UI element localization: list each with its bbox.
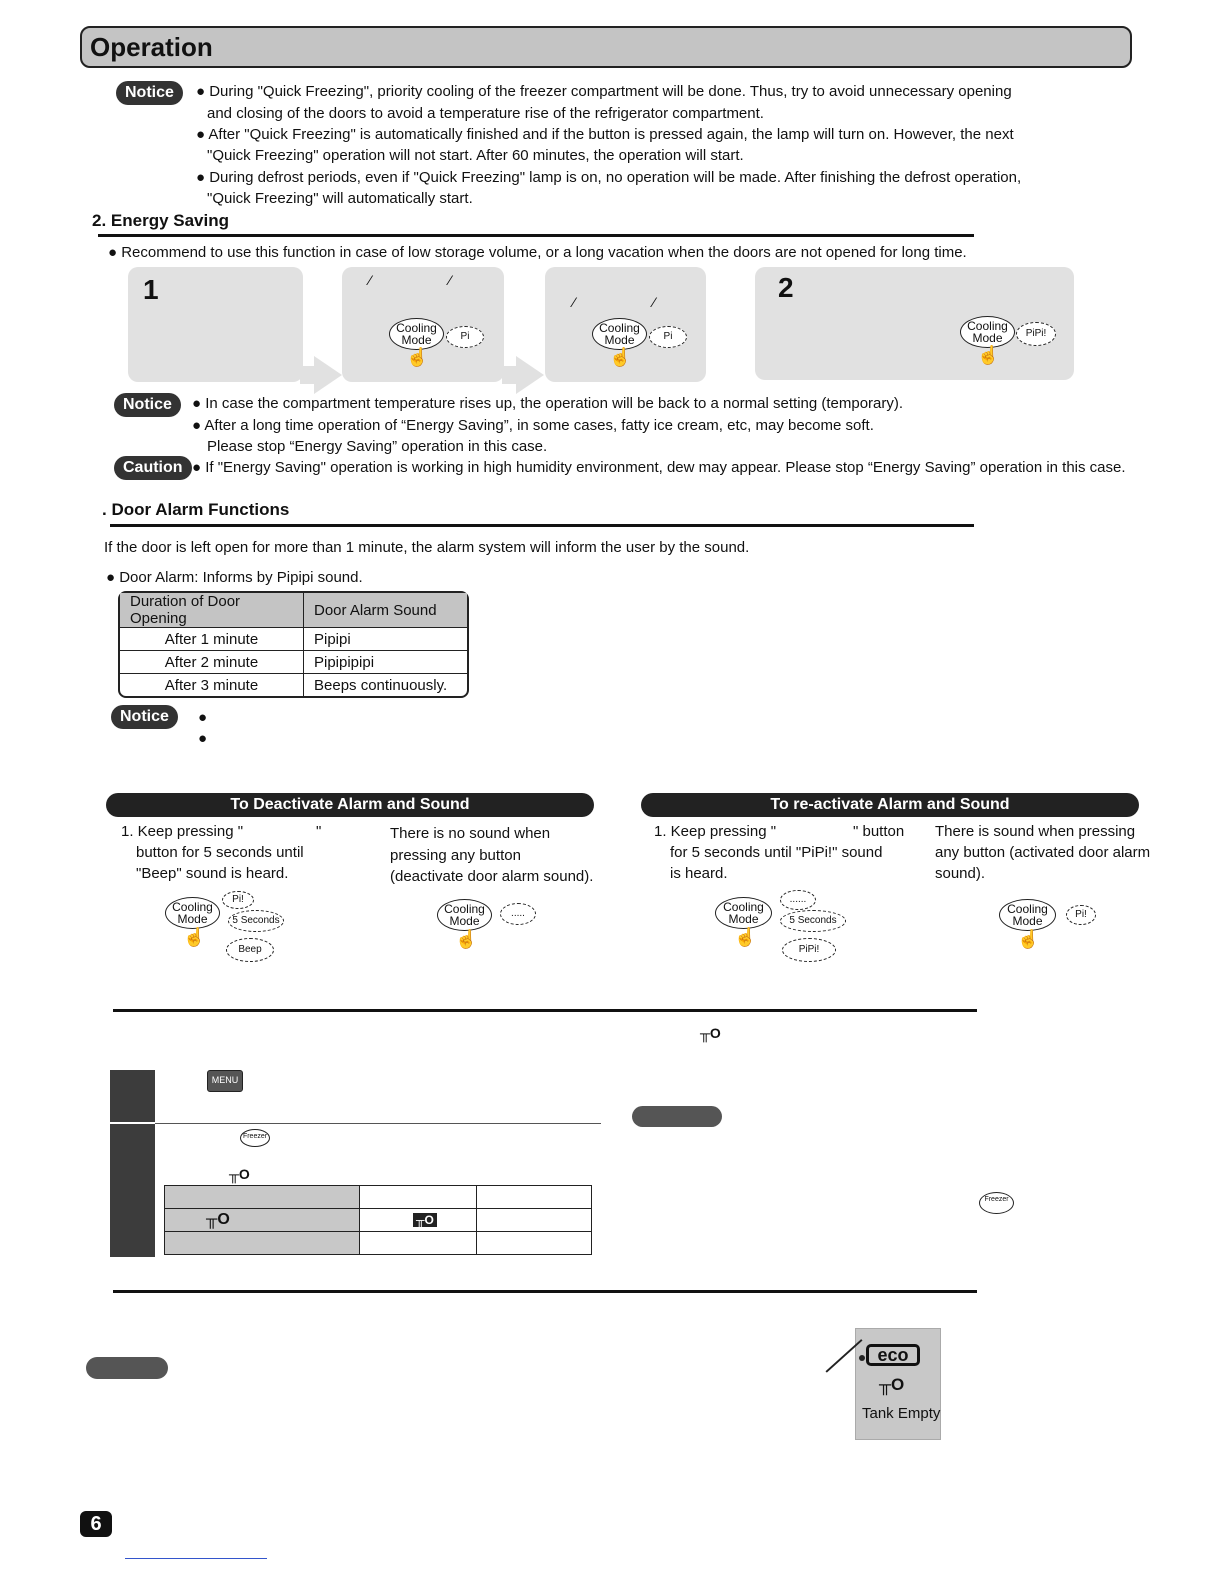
table-cell (360, 1232, 477, 1255)
blink-icon: ⁄ (653, 294, 656, 310)
notice-badge: Notice (111, 705, 178, 729)
label-pill (86, 1357, 168, 1379)
hand-press-icon: ☝ (455, 929, 478, 949)
reactivate-note: any button (activated door alarm (935, 844, 1151, 861)
sound-cloud: Pi (649, 326, 687, 348)
column-header: Duration of Door Opening (120, 593, 304, 628)
notice-line: "Quick Freezing" operation will not start. After 60 minutes, the operation will start. (207, 147, 744, 164)
sound-cloud: Pi! (1066, 905, 1096, 925)
notice-line: ● During "Quick Freezing", priority cooling of the freezer compartment will be done. Thus, try to avoid unnecessary opening (196, 83, 1012, 100)
door-alarm-bullet: ● Door Alarm: Informs by Pipipi sound. (106, 569, 363, 586)
freezer-button[interactable]: Freezer (240, 1129, 270, 1147)
table-cell: After 2 minute (120, 651, 304, 674)
table-row (120, 651, 467, 674)
hand-press-icon: ☝ (406, 347, 429, 367)
blink-icon: ⁄ (449, 272, 452, 288)
lock-key-icon: ╥O (413, 1213, 437, 1227)
caution-line: ● If "Energy Saving" operation is working in high humidity environment, dew may appear. Please stop “Energy Saving” operation in this case. (192, 459, 1126, 476)
lock-key-icon: ╥O (229, 1166, 250, 1182)
notice-badge: Notice (114, 393, 181, 417)
reactivate-note: sound). (935, 865, 986, 882)
blink-icon: ⁄ (369, 272, 372, 288)
deactivate-step: button for 5 seconds until (136, 844, 304, 861)
blink-icon: ⁄ (573, 294, 576, 310)
deactivate-step: 1. Keep pressing " (121, 823, 244, 840)
hand-press-icon: ☝ (609, 347, 632, 367)
sound-cloud: Pi! (222, 891, 254, 909)
deactivate-step: "Beep" sound is heard. (136, 865, 289, 882)
hand-press-icon: ☝ (183, 927, 206, 947)
notice-line: ● In case the compartment temperature rises up, the operation will be back to a normal setting (temporary). (192, 395, 904, 412)
divider (113, 1290, 977, 1293)
deactivate-note: There is no sound when (390, 825, 551, 842)
cooling-mode-button[interactable]: Cooling Mode (165, 897, 220, 929)
sound-cloud: Beep (226, 938, 274, 962)
notice-line: and closing of the doors to avoid a temperature rise of the refrigerator compartment. (207, 105, 764, 122)
deactivate-note: pressing any button (390, 847, 521, 864)
hand-press-icon: ☝ (977, 345, 1000, 365)
table-row (120, 628, 467, 651)
deactivate-note: (deactivate door alarm sound). (390, 868, 594, 885)
lock-table (164, 1185, 592, 1255)
table-row (165, 1186, 592, 1209)
reactivate-note: There is sound when pressing (935, 823, 1136, 840)
arrow-right-icon (314, 356, 342, 394)
cooling-mode-button[interactable]: Cooling Mode (592, 318, 647, 350)
lock-key-icon: ╥O (206, 1211, 230, 1228)
table-cell (165, 1232, 360, 1255)
page-number: 6 (80, 1511, 112, 1537)
silence-cloud: ...... (780, 890, 816, 910)
energy-saving-title: 2. Energy Saving (92, 211, 229, 230)
reactivate-step: is heard. (670, 865, 728, 882)
pointer-dot (859, 1355, 865, 1361)
section-header (80, 26, 1132, 68)
table-cell (360, 1209, 477, 1232)
table-cell (477, 1232, 592, 1255)
cooling-mode-button[interactable]: Cooling Mode (999, 899, 1056, 931)
notice-line: ● After a long time operation of “Energy Saving”, in some cases, fatty ice cream, etc, may become soft. (192, 417, 874, 434)
sound-cloud: Pi (446, 326, 484, 348)
silence-cloud: ..... (500, 903, 536, 925)
notice-line: "Quick Freezing" will automatically start. (207, 190, 473, 207)
divider (125, 1558, 267, 1559)
door-alarm-intro: If the door is left open for more than 1 minute, the alarm system will inform the user by the sound. (104, 539, 750, 556)
hand-press-icon: ☝ (734, 927, 757, 947)
divider (110, 1122, 155, 1124)
reactivate-header: To re-activate Alarm and Sound (641, 793, 1139, 817)
table-row (165, 1209, 592, 1232)
table-row (165, 1232, 592, 1255)
table-cell: Pipipi (304, 628, 467, 651)
divider (110, 524, 974, 527)
notice-line: ● After "Quick Freezing" is automatically finished and if the button is pressed again, the lamp will turn on. However, the next (196, 126, 1014, 143)
time-cloud: 5 Seconds (780, 910, 846, 932)
time-cloud: 5 Seconds (228, 910, 284, 932)
table-cell: Pipipipipi (304, 651, 467, 674)
table-cell: After 1 minute (120, 628, 304, 651)
page-title: Operation (90, 32, 213, 62)
cooling-mode-button[interactable]: Cooling Mode (960, 316, 1015, 348)
table-header-row (120, 593, 467, 628)
step-sidebar (110, 1070, 155, 1257)
table-cell (360, 1186, 477, 1209)
notice-line: ● During defrost periods, even if "Quick Freezing" lamp is on, no operation will be made. After finishing the defrost operation, (196, 169, 1022, 186)
cooling-mode-button[interactable]: Cooling Mode (715, 897, 772, 929)
step-number: 2 (778, 272, 794, 303)
sound-cloud: PiPi! (782, 938, 836, 962)
reactivate-step: 1. Keep pressing " (654, 823, 777, 840)
table-cell (477, 1186, 592, 1209)
lock-key-icon: ╥O (700, 1025, 721, 1041)
divider (155, 1123, 601, 1124)
divider (98, 234, 974, 237)
energy-recommend: ● Recommend to use this function in case of low storage volume, or a long vacation when the doors are not opened for long time. (108, 244, 967, 261)
column-header: Door Alarm Sound (304, 593, 467, 628)
eco-indicator: eco (866, 1344, 920, 1366)
table-row (120, 674, 467, 696)
notice-badge: Notice (116, 81, 183, 105)
freezer-button[interactable]: Freezer (979, 1192, 1014, 1214)
table-cell: Beeps continuously. (314, 676, 448, 694)
hand-press-icon: ☝ (1017, 929, 1040, 949)
table-cell (477, 1209, 592, 1232)
lock-key-icon: ╥O (879, 1375, 905, 1394)
menu-button[interactable]: MENU (207, 1070, 243, 1092)
deactivate-step: " (316, 823, 322, 840)
cooling-mode-button[interactable]: Cooling Mode (389, 318, 444, 350)
tank-empty-indicator: Tank Empty (862, 1405, 941, 1422)
bullet: ● (198, 730, 208, 747)
step-number: 1 (143, 274, 159, 305)
table-cell (165, 1209, 360, 1232)
arrow-right-icon (516, 356, 544, 394)
caution-badge: Caution (114, 456, 192, 480)
notice-line: Please stop “Energy Saving” operation in this case. (207, 438, 548, 455)
sound-cloud: PiPi! (1016, 322, 1056, 346)
bullet: ● (198, 709, 208, 726)
divider (113, 1009, 977, 1012)
deactivate-header: To Deactivate Alarm and Sound (106, 793, 594, 817)
door-alarm-title: . Door Alarm Functions (102, 500, 290, 519)
reactivate-step: for 5 seconds until "PiPi!" sound (670, 844, 883, 861)
cooling-mode-button[interactable]: Cooling Mode (437, 899, 492, 931)
table-cell (165, 1186, 360, 1209)
reactivate-step: " button (853, 823, 905, 840)
label-pill (632, 1106, 722, 1127)
table-cell: After 3 minute (120, 674, 304, 696)
door-alarm-table (118, 591, 469, 698)
